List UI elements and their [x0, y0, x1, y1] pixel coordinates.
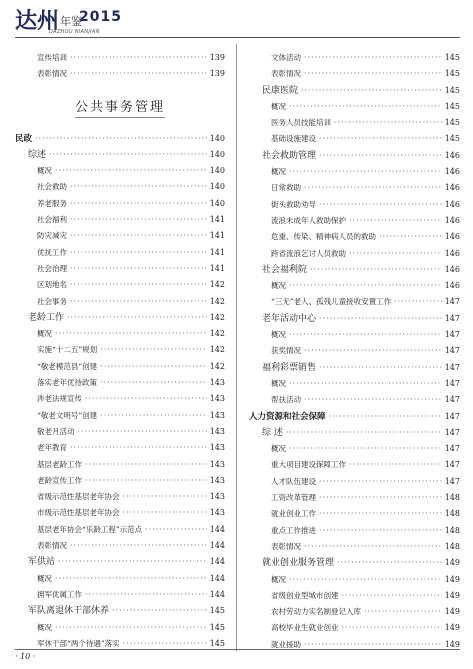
toc-entry-page: 145 [444, 101, 460, 111]
toc-entry-label: 概况 [37, 573, 52, 583]
toc-entry-page: 140 [209, 198, 225, 208]
toc-entry-label: 社会治理 [37, 263, 67, 273]
toc-entry-label: 概况 [37, 622, 52, 632]
toc-entry-label: 敬老月活动 [37, 426, 75, 436]
toc-entry[interactable] [15, 212, 225, 228]
toc-leader-dots [123, 489, 207, 505]
toc-entry-label: 表彰情况 [271, 69, 301, 79]
toc-leader-dots [310, 262, 442, 278]
toc-entry[interactable] [249, 327, 460, 343]
toc-leader-dots [319, 360, 442, 376]
toc-leader-dots [55, 571, 207, 587]
toc-entry[interactable] [15, 457, 225, 473]
toc-leader-dots [342, 588, 442, 604]
toc-entry-page: 145 [444, 118, 460, 128]
toc-entry-page: 148 [444, 541, 460, 551]
toc-entry-label: 基础设施建设 [271, 134, 316, 144]
toc-entry-label: 老龄宣传工作 [37, 475, 82, 485]
toc-entry-page: 143 [209, 443, 225, 453]
toc-entry-page: 144 [209, 589, 225, 599]
toc-entry[interactable] [15, 505, 225, 521]
toc-entry-label: 流浪未成年人救助保护 [271, 215, 346, 225]
toc-entry[interactable] [15, 587, 225, 603]
toc-entry-label: 重点工作推进 [271, 525, 316, 535]
toc-entry-label: 拥军优属工作 [37, 589, 82, 599]
toc-leader-dots [319, 197, 442, 213]
yearbook-year: 2015 [79, 9, 122, 25]
toc-entry[interactable] [249, 620, 460, 636]
toc-entry-label: 文体活动 [271, 53, 301, 62]
toc-leader-dots [70, 294, 207, 310]
toc-entry[interactable] [249, 588, 460, 604]
toc-entry[interactable] [249, 490, 460, 506]
toc-leader-dots [49, 147, 207, 163]
toc-entry-page: 148 [444, 509, 460, 519]
toc-entry-label: “敬老模范县”创建 [37, 361, 98, 371]
toc-entry[interactable] [249, 115, 460, 131]
toc-leader-dots [100, 359, 207, 375]
toc-entry-page: 147 [444, 313, 460, 323]
toc-left-main-list [15, 131, 225, 653]
toc-entry-label: 综述 [28, 149, 47, 160]
toc-entry-label: 帮扶活动 [271, 395, 301, 405]
toc-entry-page: 142 [209, 296, 225, 306]
toc-entry-label: 日常救助 [271, 183, 301, 193]
toc-entry-page: 141 [209, 263, 225, 273]
toc-leader-dots [289, 164, 442, 180]
toc-entry[interactable] [249, 376, 460, 392]
toc-entry-label: 民政 [15, 133, 33, 144]
header-divider [15, 37, 460, 38]
toc-entry[interactable] [15, 603, 225, 619]
toc-leader-dots [100, 408, 207, 424]
toc-leader-dots [289, 572, 442, 588]
toc-entry[interactable] [15, 294, 225, 310]
toc-entry-page: 145 [444, 134, 460, 144]
toc-leader-dots [70, 261, 207, 277]
toc-entry[interactable] [249, 441, 460, 457]
yearbook-title: 达州 [15, 9, 60, 34]
toc-entry[interactable] [15, 408, 225, 424]
toc-leader-dots [85, 587, 207, 603]
toc-entry-page: 142 [209, 312, 225, 322]
toc-leader-dots [70, 66, 207, 82]
toc-entry[interactable] [249, 343, 460, 359]
toc-entry-label: 福利彩票销售 [262, 362, 317, 373]
toc-entry-page: 140 [209, 182, 225, 192]
toc-leader-dots [319, 148, 442, 164]
toc-entry-page: 145 [209, 638, 225, 648]
toc-entry-label: 街头救助劝导 [271, 199, 316, 209]
toc-entry-page: 147 [444, 362, 460, 372]
toc-entry-page: 142 [209, 280, 225, 290]
toc-entry-page: 147 [444, 411, 460, 421]
toc-entry-label: 落实老年优待政策 [37, 378, 97, 388]
toc-entry-page: 149 [444, 623, 460, 633]
toc-entry-label: “敬老文明号”创建 [37, 410, 98, 420]
toc-leader-dots [55, 163, 207, 179]
toc-entry[interactable] [15, 391, 225, 407]
toc-entry[interactable] [249, 50, 460, 66]
toc-leader-dots [70, 212, 207, 228]
toc-leader-dots [319, 474, 442, 490]
toc-entry[interactable] [15, 538, 225, 554]
toc-entry-label: 概况 [271, 101, 286, 111]
toc-entry-page: 149 [444, 574, 460, 584]
toc-entry-label: 跨省流浪乞讨人员救助 [271, 248, 346, 258]
toc-entry-page: 147 [444, 395, 460, 405]
toc-entry[interactable] [15, 196, 225, 212]
toc-entry[interactable] [249, 523, 460, 539]
toc-leader-dots [319, 506, 442, 522]
toc-right-main-list [249, 50, 460, 653]
toc-leader-dots [70, 196, 207, 212]
toc-leader-dots [286, 425, 442, 441]
toc-entry[interactable] [15, 522, 225, 538]
toc-entry-page: 144 [209, 557, 225, 567]
toc-entry-label: 防灾减灾 [37, 231, 67, 241]
toc-entry-page: 146 [444, 150, 460, 160]
toc-entry-page: 143 [209, 475, 225, 485]
toc-entry[interactable] [249, 572, 460, 588]
toc-entry[interactable] [249, 457, 460, 473]
toc-entry-label: 概况 [271, 574, 286, 584]
toc-entry[interactable] [249, 180, 460, 196]
toc-entry-label: 省级创业型城市创建 [271, 590, 339, 600]
toc-entry[interactable] [249, 506, 460, 522]
toc-entry[interactable] [249, 360, 460, 376]
toc-leader-dots [319, 131, 442, 147]
toc-entry[interactable] [15, 277, 225, 293]
toc-entry-label: 社会福利 [37, 215, 67, 225]
toc-entry-label: 表彰情况 [271, 541, 301, 551]
toc-leader-dots [289, 278, 442, 294]
toc-entry[interactable] [249, 604, 460, 620]
toc-entry[interactable] [15, 131, 225, 147]
toc-entry-label: 社会救助 [37, 182, 67, 192]
toc-entry-label: 就业援助 [271, 639, 301, 649]
toc-leader-dots [337, 555, 442, 571]
toc-entry[interactable] [249, 164, 460, 180]
toc-leader-dots [70, 228, 207, 244]
toc-entry[interactable] [249, 197, 460, 213]
toc-entry-label: 宣传培训 [37, 53, 67, 62]
toc-leader-dots [100, 375, 207, 391]
toc-entry-page: 139 [209, 69, 225, 79]
yearbook-subtitle: 年鉴 [60, 15, 82, 28]
toc-entry-page: 147 [444, 346, 460, 356]
toc-entry-page: 145 [444, 85, 460, 95]
toc-entry-page: 145 [209, 606, 225, 616]
toc-leader-dots [304, 50, 442, 66]
toc-leader-dots [289, 376, 442, 392]
toc-entry-label: 人力资源和社会保障 [249, 411, 326, 422]
toc-entry-label: 概况 [271, 167, 286, 177]
toc-entry-page: 149 [444, 639, 460, 649]
toc-entry[interactable] [249, 131, 460, 147]
toc-leader-dots [334, 115, 442, 131]
toc-entry-page: 146 [444, 264, 460, 274]
toc-entry-label: 社会福利院 [262, 264, 308, 275]
toc-entry-page: 149 [444, 590, 460, 600]
toc-entry-label: 老龄工作 [28, 312, 65, 323]
toc-left-column [15, 50, 225, 652]
toc-entry[interactable] [15, 473, 225, 489]
toc-entry-page: 145 [209, 622, 225, 632]
toc-entry[interactable] [249, 539, 460, 555]
toc-entry-page: 149 [444, 558, 460, 568]
toc-entry[interactable] [15, 326, 225, 342]
toc-entry[interactable] [15, 261, 225, 277]
toc-entry-label: 就业创业服务管理 [262, 558, 335, 569]
toc-entry[interactable] [15, 554, 225, 570]
toc-entry-page: 143 [209, 492, 225, 502]
toc-entry-page: 146 [444, 281, 460, 291]
toc-entry-page: 148 [444, 525, 460, 535]
toc-entry-page: 146 [444, 183, 460, 193]
toc-leader-dots [70, 245, 207, 261]
toc-entry[interactable] [249, 555, 460, 571]
toc-entry-label: 农村劳动力实名制登记入库 [271, 607, 361, 617]
toc-entry-page: 147 [444, 330, 460, 340]
toc-leader-dots [67, 310, 207, 326]
toc-entry-page: 145 [444, 53, 460, 62]
toc-leader-dots [304, 66, 442, 82]
column-divider [236, 44, 237, 651]
toc-leader-dots [304, 539, 442, 555]
toc-entry-page: 147 [444, 476, 460, 486]
toc-entry-page: 147 [444, 444, 460, 454]
toc-entry[interactable] [15, 228, 225, 244]
toc-entry[interactable] [249, 409, 460, 425]
toc-entry-page: 144 [209, 524, 225, 534]
toc-leader-dots [342, 620, 442, 636]
toc-entry-page: 146 [444, 248, 460, 258]
toc-leader-dots [70, 179, 207, 195]
toc-entry-label: 综 述 [262, 427, 283, 438]
toc-entry-label: 重大项目建设保障工作 [271, 460, 346, 470]
toc-leader-dots [394, 294, 442, 310]
toc-leader-dots [85, 391, 207, 407]
toc-leader-dots [100, 342, 207, 358]
toc-leader-dots [304, 180, 442, 196]
yearbook-pinyin: DAZHOU NIANJIAN [49, 29, 100, 35]
toc-leader-dots [349, 457, 442, 473]
toc-left-top-list [15, 50, 225, 83]
toc-entry-label: 基层老年协会“乐龄工程”示范点 [37, 524, 143, 534]
toc-entry[interactable] [15, 424, 225, 440]
toc-entry-page: 142 [209, 361, 225, 371]
toc-entry-page: 140 [209, 149, 225, 159]
toc-entry-label: 优抚工作 [37, 247, 67, 257]
toc-entry-label: 军队离退休干部休养 [28, 606, 110, 617]
toc-leader-dots [304, 392, 442, 408]
toc-entry-page: 140 [209, 133, 225, 143]
toc-entry[interactable] [15, 163, 225, 179]
toc-right-column [249, 50, 460, 653]
toc-entry[interactable] [249, 148, 460, 164]
toc-entry-label: 区划地名 [37, 280, 67, 290]
toc-entry-page: 139 [209, 53, 225, 62]
toc-entry-label: 民康医院 [262, 85, 299, 96]
toc-leader-dots [85, 473, 207, 489]
toc-leader-dots [289, 99, 442, 115]
toc-entry-page: 146 [444, 167, 460, 177]
toc-leader-dots [349, 213, 442, 229]
toc-leader-dots [70, 440, 207, 456]
toc-entry-page: 142 [209, 345, 225, 355]
toc-leader-dots [329, 409, 442, 425]
toc-leader-dots [70, 50, 207, 66]
toc-entry-page: 149 [444, 607, 460, 617]
toc-entry[interactable] [249, 262, 460, 278]
toc-leader-dots [349, 246, 442, 262]
toc-entry[interactable] [15, 179, 225, 195]
page-number: · 10 · [15, 652, 36, 661]
section-title: 公共事务管理 [75, 96, 165, 118]
toc-leader-dots [35, 131, 207, 147]
toc-entry[interactable] [15, 620, 225, 636]
toc-entry-page: 144 [209, 573, 225, 583]
toc-leader-dots [112, 603, 207, 619]
toc-entry-label: 危重、传染、精神病人员的救助 [271, 232, 376, 242]
toc-entry-label: 概况 [271, 330, 286, 340]
toc-entry-page: 143 [209, 426, 225, 436]
toc-entry[interactable] [249, 294, 460, 310]
toc-entry-page: 142 [209, 329, 225, 339]
toc-entry-label: 基层老龄工作 [37, 459, 82, 469]
toc-entry[interactable] [249, 425, 460, 441]
toc-entry[interactable] [249, 229, 460, 245]
toc-entry-page: 145 [444, 69, 460, 79]
toc-entry-page: 146 [444, 232, 460, 242]
toc-entry-label: 老年教育 [37, 443, 67, 453]
toc-leader-dots [304, 343, 442, 359]
toc-leader-dots [379, 229, 442, 245]
toc-entry[interactable] [249, 311, 460, 327]
toc-entry-label: 工资改革管理 [271, 493, 316, 503]
toc-entry-label: 概况 [271, 444, 286, 454]
toc-entry[interactable] [15, 310, 225, 326]
toc-entry-label: 实施“十二五”规划 [37, 345, 98, 355]
toc-leader-dots [55, 326, 207, 342]
page-footer [15, 649, 460, 665]
toc-leader-dots [364, 604, 442, 620]
toc-entry[interactable] [249, 278, 460, 294]
toc-leader-dots [301, 83, 442, 99]
toc-leader-dots [70, 538, 207, 554]
toc-leader-dots [145, 522, 207, 538]
toc-entry[interactable] [249, 392, 460, 408]
toc-entry-page: 147 [444, 427, 460, 437]
toc-entry-page: 143 [209, 508, 225, 518]
toc-entry[interactable] [249, 83, 460, 99]
toc-entry-label: 概况 [271, 378, 286, 388]
section-heading [15, 83, 225, 131]
toc-entry-label: 养老服务 [37, 198, 67, 208]
toc-entry[interactable] [15, 342, 225, 358]
toc-entry-label: 表彰情况 [37, 541, 67, 551]
toc-leader-dots [289, 327, 442, 343]
toc-entry-label: 市级示范性基层老年协会 [37, 508, 120, 518]
toc-entry-label: 高校毕业生就业创业 [271, 623, 339, 633]
toc-entry-page: 143 [209, 459, 225, 469]
toc-leader-dots [319, 311, 442, 327]
toc-entry-label: “三无”老人、孤残儿童接收安置工作 [271, 297, 392, 307]
toc-leader-dots [70, 277, 207, 293]
toc-entry[interactable] [15, 440, 225, 456]
toc-entry[interactable] [15, 375, 225, 391]
toc-entry-label: 获奖情况 [271, 346, 301, 356]
toc-leader-dots [123, 505, 207, 521]
toc-entry-label: 社会事务 [37, 296, 67, 306]
toc-leader-dots [58, 554, 207, 570]
toc-entry-label: 老年活动中心 [262, 313, 317, 324]
toc-entry-page: 148 [444, 493, 460, 503]
toc-leader-dots [78, 424, 207, 440]
toc-leader-dots [289, 441, 442, 457]
toc-entry-page: 146 [444, 215, 460, 225]
toc-entry-page: 140 [209, 166, 225, 176]
toc-entry[interactable] [249, 99, 460, 115]
toc-entry-label: 表彰情况 [37, 69, 67, 79]
toc-entry-page: 141 [209, 247, 225, 257]
toc-entry[interactable] [249, 213, 460, 229]
toc-entry[interactable] [15, 489, 225, 505]
toc-entry-page: 144 [209, 541, 225, 551]
toc-entry[interactable] [15, 571, 225, 587]
toc-entry-page: 141 [209, 231, 225, 241]
toc-entry-page: 146 [444, 199, 460, 209]
toc-entry-label: 军供站 [28, 557, 56, 568]
toc-entry[interactable] [15, 359, 225, 375]
toc-entry[interactable] [15, 50, 225, 66]
toc-entry-page: 143 [209, 378, 225, 388]
toc-entry-page: 141 [209, 215, 225, 225]
toc-entry[interactable] [15, 147, 225, 163]
toc-entry[interactable] [249, 474, 460, 490]
toc-entry-label: 军休干部“两个待遇”落实 [37, 638, 120, 648]
toc-entry[interactable] [15, 245, 225, 261]
toc-leader-dots [55, 620, 207, 636]
toc-entry-label: 社会救助管理 [262, 150, 317, 161]
toc-entry[interactable] [249, 66, 460, 82]
toc-entry-label: 人才队伍建设 [271, 476, 316, 486]
toc-entry-page: 147 [444, 460, 460, 470]
toc-entry-label: 就业创业工作 [271, 509, 316, 519]
toc-entry-page: 147 [444, 297, 460, 307]
page-header [0, 0, 473, 40]
toc-leader-dots [85, 457, 207, 473]
toc-entry[interactable] [249, 246, 460, 262]
toc-entry-page: 143 [209, 394, 225, 404]
toc-entry-label: 省级示范性基层老年协会 [37, 492, 120, 502]
toc-entry-page: 147 [444, 378, 460, 388]
toc-entry-page: 143 [209, 410, 225, 420]
footer-divider [15, 649, 460, 650]
toc-entry-label: 概况 [37, 166, 52, 176]
toc-entry-label: 医务人员技能培训 [271, 118, 331, 128]
toc-entry[interactable] [15, 66, 225, 82]
toc-entry-label: 概况 [271, 281, 286, 291]
toc-leader-dots [319, 490, 442, 506]
toc-leader-dots [319, 523, 442, 539]
toc-entry-label: 概况 [37, 329, 52, 339]
toc-entry-label: 涉老法规宣传 [37, 394, 82, 404]
